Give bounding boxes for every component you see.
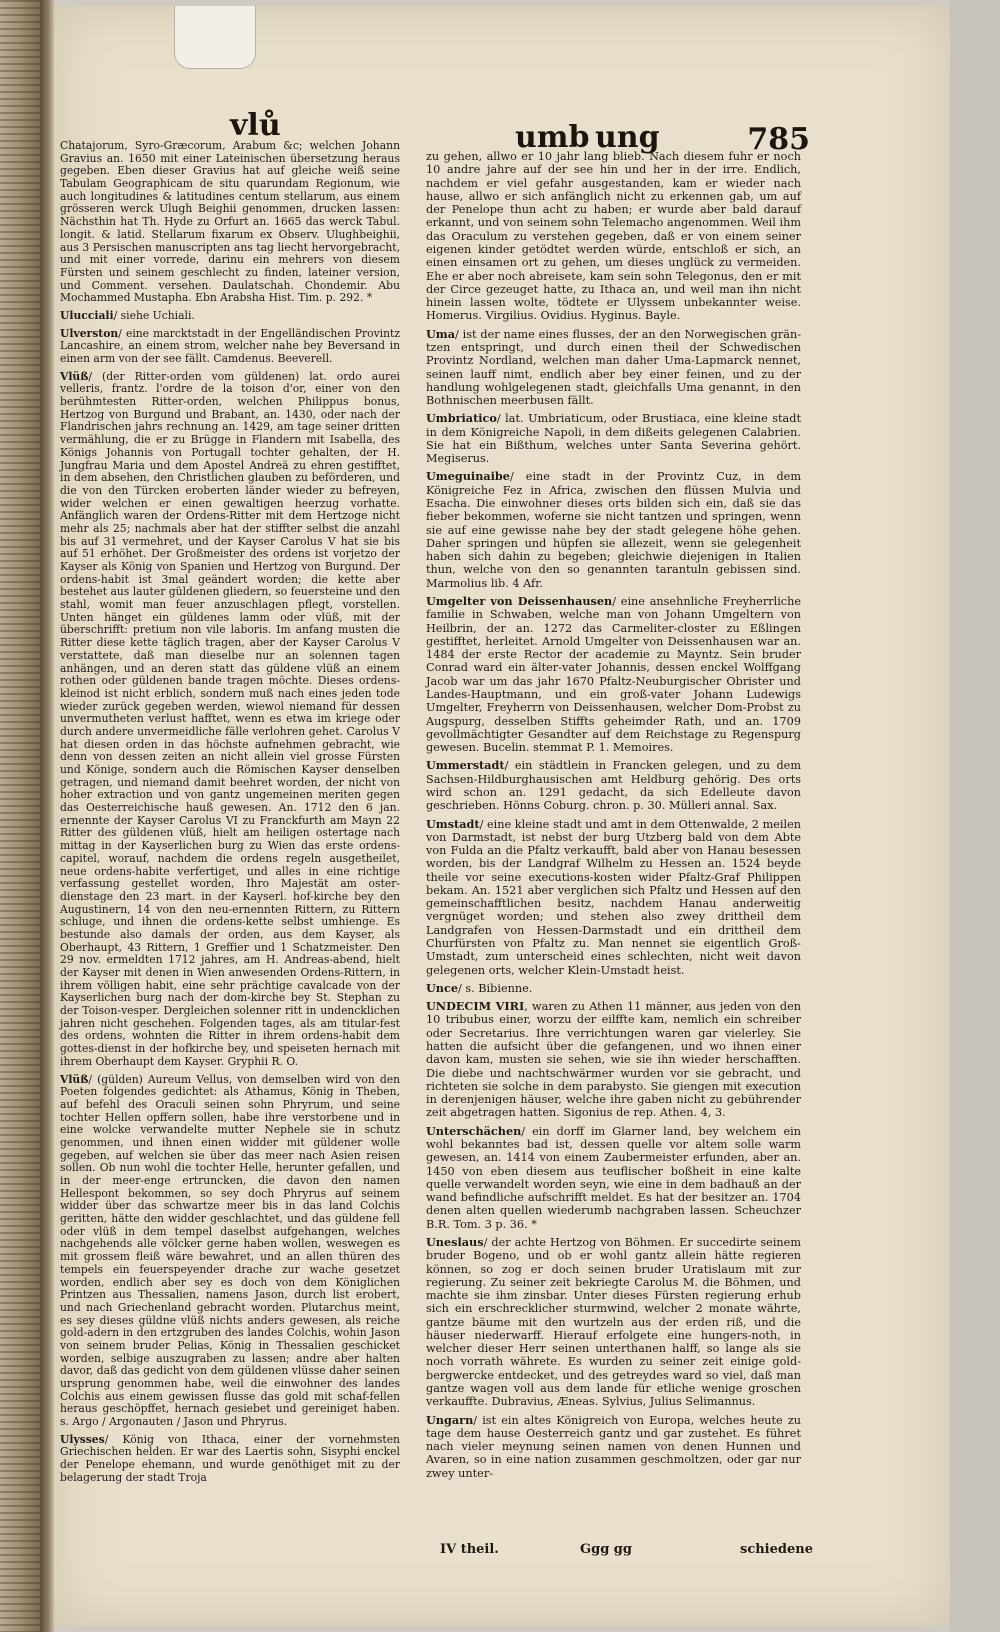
entry-headword: Uneslaus [426,1234,484,1249]
dictionary-entry [426,328,801,408]
entry-text: / ist der name eines flusses, der an den Norwegischen grän-tzen entspringt, und durch einen theil der Schwedischen Provintz Nordland, welchen man daher Uma-Lapmarck nennet, seinen lauff nimt, endlich aber bey einer feinen, und zu der handlung wohlgelegenen stadt, gleichfalls Uma genannt, in den Bothnischen meerbusen fällt. [426,327,801,408]
right-running-head-left: umb [515,120,590,155]
dictionary-entry [426,470,801,590]
entry-headword: Ungarn [426,1412,474,1427]
entry-headword: Umgelter von Deissenhausen [426,594,613,608]
entry-headword: Uma [426,326,456,341]
dictionary-entry [60,1434,400,1485]
entry-headword: Umstadt [426,816,480,831]
dictionary-entry [426,150,801,323]
entry-text: / der achte Hertzog von Böhmen. Er succedirte seinem bruder Bogeno, und ob er wohl gantz allein hätte regieren können, so zog er doch seinen bruder Uratislaum mit zur regierung. Zu seiner zeit bekriegte Carolus M. die Böhmen, und machte sie ihm zinsbar. Unter dieses Fürsten regierung erhub sich ein erschrecklicher sturmwind, welcher 2 monate währte, gantze bäume mit den wurtzeln aus der erden riß, und die häuser niederwarff. Hierauf erfolgete eine hungers-noth, in welcher dieser Herr seinen unterthanen halff, so lange als sie noch vorrath währete. Es wurden zu seiner zeit einige gold-bergwercke entdecket, und des getreydes ward so viel, daß man gantze wagen voll aus dem lande für etliche wenige groschen verkauffte. Dubravius, Æneas. Sylvius, Julius Selimannus. [426,1235,801,1409]
dictionary-entry [426,1000,801,1120]
entry-text: / ist ein altes Königreich von Europa, welches heute zu tage dem hause Oesterreich gantz und gar zustehet. Es führet nach vieler meynung seinen namen von denen Hunnen und Avaren, so in eine nation zusammen geschmoltzen, oder gar nur zwey unter- [426,1413,801,1480]
dictionary-entry [426,1125,801,1231]
entry-text: Chatajorum, Syro-Græcorum, Arabum &c; welchen Johann Gravius an. 1650 mit einer Lateinischen übersetzung heraus gegeben. Eben dieser Gravius hat auf gleiche weiß seine Tabulam Geographicam de situ quarundam Regionum, wie auch longitudines & latitudines centum stellarum, aus einem grösseren werck Ulugh Beighii genommen, drucken lassen: Nächsthin hat Th. Hyde zu Orfurt an. 1665 das werck Tabul. longit. & latid. Stellarum fixarum ex Observ. Ulughbeighii, aus 3 Persischen manuscripten ans tag liecht hervorgebracht, und mit einer vorrede, darinu ein mehrers von diesem Fürsten und seinem geschlecht zu finden, lateiner version, und Comment. versehen. Daulatschah. Chondemir. Abu Mochammed Mustapha. Ebn Arabsha Hist. Tim. p. 292. * [60,139,400,305]
dictionary-entry [426,412,801,465]
entry-headword: Ummerstadt [426,758,505,773]
dictionary-entry [426,818,801,977]
dictionary-entry [426,1414,801,1480]
previous-page-edge [0,0,40,1632]
entry-headword: UNDECIM VIRI [426,999,525,1014]
entry-text: / eine ansehnliche Freyherrliche familie in Schwaben, welche man von Johann Umgeltern von Heilbrin, der an. 1272 das Carmeliter-closter zu Eßlingen gestifftet, herleitet. Arnold Umgelter von Deissenhausen war an. 1484 der erste Rector der academie zu Mayntz. Sein bruder Conrad ward ein älter-vater Johannis, dessen enckel Wolffgang Jacob war um das jahr 1670 Pfaltz-Neuburgischer Obrister und Landes-Hauptmann, und ein groß-vater Johann Ludewigs Umgelter, Freyherrn von Deissenhausen, welcher Dom-Probst zu Augspurg, desselben Stiffts geheimder Rath, und an. 1709 gevollmächtigter Gesandter auf dem Reichstage zu Regenspurg gewesen. Bucelin. stemmat P. 1. Memoires. [426,595,801,755]
entry-headword: Umbriatico [426,411,497,426]
entry-text: / siehe Uchiali. [113,308,195,322]
entry-text: / lat. Umbriaticum, oder Brustiaca, eine kleine stadt in dem Königreiche Napoli, in dem dißeits gelegenen Calabrien. Sie hat ein Bißthum, welches unter Santa Severina gehört. Megiserus. [426,412,801,466]
dictionary-entry [426,982,801,995]
dictionary-entry [60,371,400,1069]
entry-text: / König von Ithaca, einer der vornehmsten Griechischen helden. Er war des Laertis sohn, Sisyphi enckel der Penelope ehemann, und wurde genöthiget mit zu der belagerung der stadt Troja [60,1432,400,1484]
catchword: schiedene [740,1542,813,1557]
dictionary-entry [426,759,801,812]
entry-headword: Ulysses [60,1432,105,1446]
left-running-head: vlů [230,108,281,143]
book-binding [40,0,54,1632]
entry-text: / (der Ritter-orden vom güldenen) lat. ordo aurei velleris, frantz. l'ordre de la toison d'or, einer von den berühmtesten Ritter-orden, welchen Philippus bonus, Hertzog von Burgund und Brabant, an. 1430, oder nach der Flandrischen jahrs rechnung an. 1429, am tage seiner dritten vermählung, die er zu Brügge in Flandern mit Isabella, des Königs Johannis von Portugall tochter gehalten, der H. Jungfrau Maria und dem Apostel Andreä zu ehren gestifftet, in dem absehen, den Christlichen glauben zu beförderen, und die von den Türcken eroberten länder wieder zu befreyen, wider welchen er einen gewaltigen heerzug vorhatte. Anfänglich waren der Ordens-Ritter mit dem Hertzoge nicht mehr als 25; nachmals aber hat der stiffter selbst die anzahl bis auf 31 vermehret, und der Kayser Carolus V hat sie bis auf 51 erhöhet. Der Großmeister des ordens ist vorjetzo der Kayser als König von Spanien und Hertzog von Burgund. Der ordens-habit ist 3mal geändert worden; die kette aber bestehet aus lauter güldenen gliedern, so feuersteine und den stahl, womit man feuer anzuschlagen pflegt, vorstellen. Unten hänget ein güldenes lamm oder vlüß, mit der überschrifft: pretium non vile laboris. Im anfang musten die Ritter diese kette täglich tragen, aber der Kayser Carolus V verstattete, daß man dieselbe nur an solennen tagen anhängen, und an deren statt das güldene vlüß an einem rothen oder güldenen bande tragen möchte. Dieses ordens-kleinod ist nicht erblich, sondern muß nach eines jeden tode wieder zurück gegeben werden, wiewol niemand für dessen unvermutheten verlust hafftet, wenn es etwa im kriege oder durch andere unvermeidliche fälle verlohren gehet. Carolus V hat diesen orden in das höchste aufnehmen gebracht, wie denn von dessen zeiten an nicht allein viel grosse Fürsten und Könige, sondern auch die Römischen Kayser denselben getragen, und niemand damit beehret worden, der nicht von hoher extraction und von gantz ungemeinen meriten gegen das Oesterreichische hauß gewesen. An. 1712 den 6 jan. ernennte der Kayser Carolus VI zu Franckfurth am Mayn 22 Ritter des güldenen vlüß, hielt am heiligen ostertage nach mittag in der Kayserlichen burg zu Wien das erste ordens-capitel, worauf, nachdem die ordens regeln ausgetheilet, neue ordens-habite verfertiget, und alles in eine richtige verfassung gestellet worden, Ihro Majestät am oster-dienstage den 23 mart. in der Kayserl. hof-kirche bey den Augustinern, 14 von den neu-ernennten Rittern, zu Rittern schluge, und ihnen die ordens-kette selbst umhienge. Es bestunde also damals der orden, aus dem Kayser, als Oberhaupt, 43 Rittern, 1 Greffier und 1 Schatzmeister. Den 29 nov. ermeldten 1712 jahres, am H. Andreas-abend, hielt der Kayser mit denen in Wien anwesenden Ordens-Rittern, in ihrem völligen habit, eine sehr prächtige cavalcade von der Kayserlichen burg nach der dom-kirche bey St. Stephan zu der Toison-vesper. Dergleichen solenner ritt in undencklichen jahren nicht geschehen. Folgenden tages, als am titular-fest des ordens, wohnten die Ritter in ihrem ordens-habit dem gottes-dienst in der hofkirche bey, und speiseten hernach mit ihrem Oberhaupt dem Kayser. Gryphii R. O. [60,369,400,1068]
entry-text: / (gülden) Aureum Vellus, von demselben wird von den Poeten folgendes gedichtet: als Athamus, König in Theben, auf befehl des Oraculi seinen sohn Phryrum, und seine tochter Hellen opffern sollen, habe ihre verstorbene und in eine wolcke verwandelte mutter Nephele sie in schutz genommen, und ihnen einen widder mit güldener wolle gegeben, auf welchen sie über das meer nach Asien reisen sollen. Ob nun wohl die tochter Helle, herunter gefallen, und in der meer-enge ertruncken, die davon den namen Hellespont bekommen, so sey doch Phryrus auf seinem widder über das schwartze meer bis in das land Colchis geritten, hätte den widder geschlachtet, und das güldene fell oder vlüß in dem tempel daselbst aufgehangen, welches nachgehends alle völcker gerne haben wollen, weswegen es mit grossem fleiß wäre bewahret, und an allen thüren des tempels ein feuerspeyender drache zur wache gesetzet worden, endlich aber sey es doch von dem Königlichen Printzen aus Thessalien, namens Jason, durch list erobert, und nach Griechenland gebracht worden. Plutarchus meint, es sey dieses güldne vlüß nichts anders gewesen, als reiche gold-adern in den ertzgruben des landes Colchis, wohin Jason von seinem bruder Pelias, König in Thessalien geschicket worden, selbige auszugraben zu lassen; andre aber halten davor, daß das gedicht von dem güldenen vlüsse daher seinen ursprung genommen habe, weil die einwohner des landes Colchis aus einem gewissen flusse das gold mit schaf-fellen heraus geschöpffet, hernach gesiebet und gereiniget haben. s. Argo / Argonauten / Jason und Phryrus. [60,1072,400,1429]
scanner-background [950,0,1000,1632]
page-number: 785 [747,122,810,157]
dictionary-entry [60,140,400,305]
entry-text: , waren zu Athen 11 männer, aus jeden von den 10 tribubus einer, worzu der eilffte kam, nemlich ein schreiber oder Secretarius. Ihre verrichtungen waren gar vielerley. Sie hatten die aufsicht über die gefangenen, und wo ihnen einer davon kam, musten sie sehen, wie sie ihn wieder herschafften. Die diebe und nachtschwärmer wurden vor sie gebracht, und richteten sie solche in dem parabysto. Sie giengen mit execution in derenjenigen häuser, welche ihre gaben nicht zu gebührender zeit abgetragen hatten. Sigonius de rep. Athen. 4, 3. [426,1000,801,1120]
signature-mark: Ggg gg [580,1542,632,1557]
page-clip-tab [174,6,256,69]
entry-headword: Unterschächen [426,1123,522,1138]
right-running-head-right: ung [595,120,660,155]
entry-headword: Umeguinaibe [426,469,510,484]
entry-headword: Ulucciali [60,308,114,322]
volume-label: IV theil. [440,1542,499,1557]
entry-text: / eine kleine stadt und amt in dem Ottenwalde, 2 meilen von Darmstadt, ist nebst der burg Utzberg bald von dem Abte von Fulda an die Pfaltz verkaufft, bald aber von Hanau besessen worden, bis der Landgraf Wilhelm zu Hessen an. 1524 beyde theile vor seine executions-kosten wider Pfaltz-Graf Philippen bekam. An. 1521 aber verglichen sich Pfaltz und Hessen auf den gemeinschafftlichen besitz, nachdem Hanau anderweitig vergnüget worden; und stehen also zwey drittheil dem Landgrafen von Hessen-Darmstadt und ein drittheil dem Churfürsten von Pfaltz zu. Man nennet sie eigentlich Groß-Umstadt, zum unterscheid eines schlechten, nicht weit davon gelegenen orts, welcher Klein-Umstadt heist. [426,817,801,977]
left-column [60,140,400,1490]
entry-headword: Vlüß [60,1072,89,1086]
entry-text: / s. Bibienne. [458,981,533,995]
entry-text: / eine marcktstadt in der Engelländischen Provintz Lancashire, an einem strom, welcher nahe bey Beversand in einen arm von der see fällt. Camdenus. Beeverell. [60,326,400,365]
entry-headword: Unce [426,980,458,995]
right-column [426,150,801,1485]
entry-text: / ein städtlein in Francken gelegen, und zu dem Sachsen-Hildburghausischen amt Heldburg gehörig. Des orts wird schon an. 1291 gedacht, da sich Edelleute davon geschrieben. Hönns Coburg. chron. p. 30. Mülleri annal. Sax. [426,759,801,813]
dictionary-entry [426,595,801,754]
entry-headword: Vlüß [60,369,89,383]
entry-headword: Ulverston [60,326,119,340]
dictionary-entry [60,328,400,366]
dictionary-entry [426,1236,801,1409]
entry-text: / ein dorff im Glarner land, bey welchem ein wohl bekanntes bad ist, dessen quelle vor altem solle warm gewesen, an. 1414 von einem Zaubermeister erfunden, aber an. 1450 von eben diesem aus teuflischer boßheit in eine kalte quelle verwandelt worden seyn, wie eine in dem badhauß an der wand befindliche aufschrifft meldet. Es hat der besitzer an. 1704 denen alten quellen wiederumb nachgraben lassen. Scheuchzer B.R. Tom. 3 p. 36. * [426,1124,801,1231]
dictionary-entry [60,1074,400,1429]
entry-text: zu gehen, allwo er 10 jahr lang blieb. Nach diesem fuhr er noch 10 andre jahre auf der see hin und her in der irre. Endlich, nachdem er viel gefahr ausgestanden, kam er wieder nach hause, allwo er sich anfänglich nicht zu erkennen gab, um auf der Penelope thun acht zu haben; er wurde aber bald darauf erkannt, und von seinem sohn Telemacho angenommen. Weil ihm das Oraculum zu verstehen gegeben, daß er von einem seiner eigenen kinder getödtet werden würde, entschloß er sich, an einen einsamen ort zu gehen, um dieses unglück zu vermeiden. Ehe er aber noch abreisete, kam sein sohn Telegonus, den er mit der Circe gezeuget hatte, zu Ithaca an, und weil man ihn nicht hinein lassen wolte, tödtete er Ulyssem unbekannter weise. Homerus. Virgilius. Ovidius. Hyginus. Bayle. [426,150,801,323]
entry-text: / eine stadt in der Provintz Cuz, in dem Königreiche Fez in Africa, zwischen den flüssen Mulvia und Esacha. Die einwohner dieses orts bilden sich ein, daß sie das fieber bekommen, woferne sie nicht tantzen und springen, wenn sie auf eine gewisse nahe bey der stadt gelegene höhe gehen. Daher springen und hüpfen sie allezeit, wenn sie gelegenheit haben sich dahin zu begeben; gleichwie diejenigen in Italien thun, welche von den so genannten tarantuln gebissen sind. Marmolius lib. 4 Afr. [426,470,801,590]
dictionary-entry [60,310,400,323]
